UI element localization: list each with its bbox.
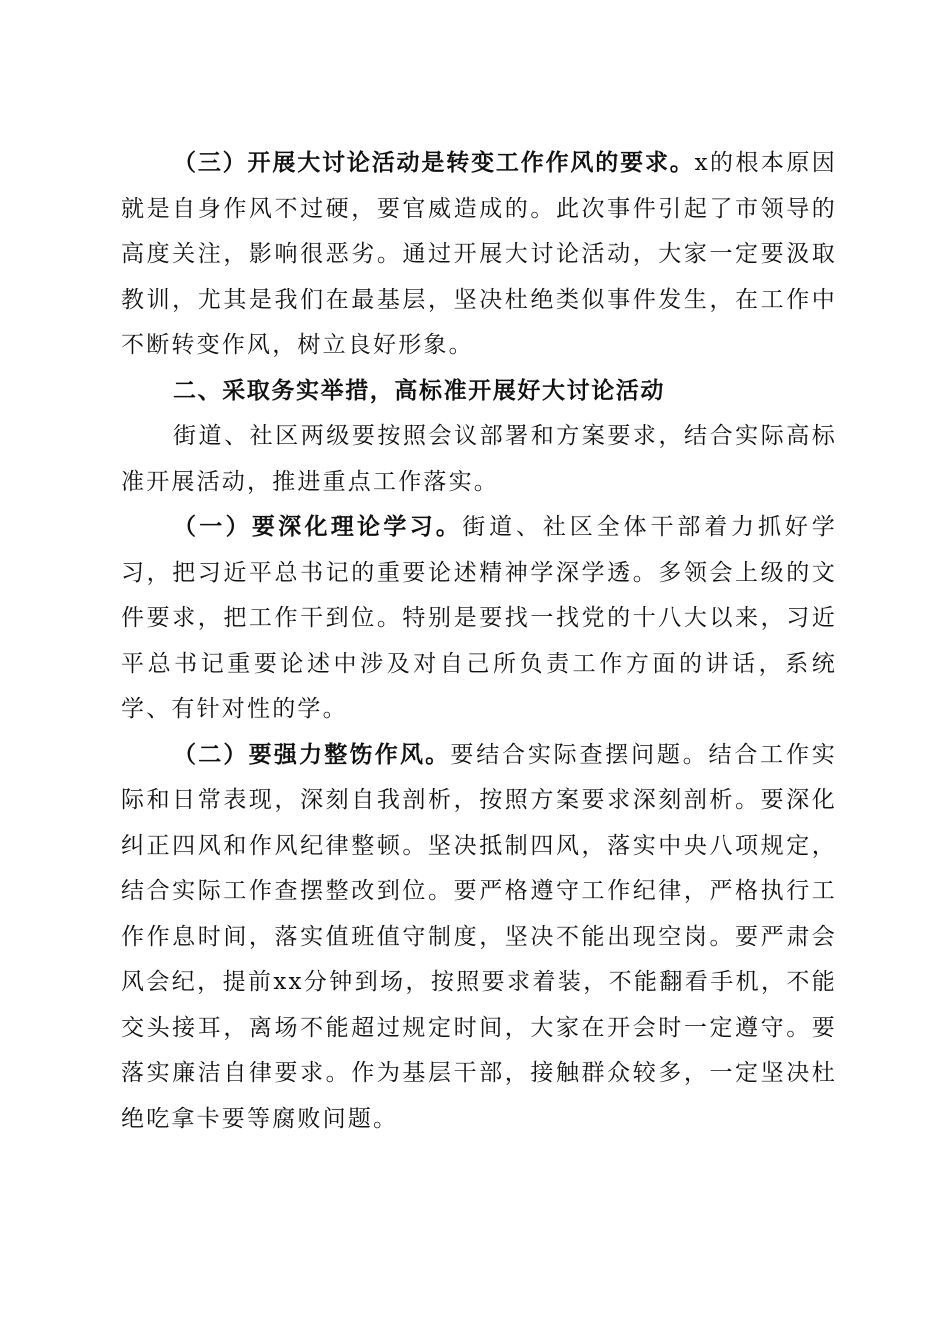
paragraph-item-1 (121, 505, 837, 733)
section-3-body: x的根本原因就是自身作风不过硬，要官威造成的。此次事件引起了市领导的高度关注，影响很恶劣。通过开展大讨论活动，大家一定要汲取教训，尤其是我们在最基层，坚决杜绝类似事件发生，在工作中不断转变作风，树立良好形象。 (121, 150, 837, 358)
paragraph-intro: 街道、社区两级要按照会议部署和方案要求，结合实际高标准开展活动，推进重点工作落实。 (121, 423, 837, 495)
item-1-lead: （一）要深化理论学习。 (173, 514, 463, 540)
paragraph-item-2 (121, 733, 837, 1143)
section-heading-2: 二、采取务实举措，高标准开展好大讨论活动 (173, 377, 665, 404)
paragraph-section-3 (121, 141, 837, 369)
document-body (121, 141, 837, 1142)
section-3-lead: （三）开展大讨论活动是转变工作作风的要求。 (173, 150, 695, 176)
item-2-body: 要结合实际查摆问题。结合工作实际和日常表现，深刻自我剖析，按照方案要求深刻剖析。要深化纠正四风和作风纪律整顿。坚决抵制四风，落实中央八项规定，结合实际工作查摆整改到位。要严格遵守工作纪律，严格执行工作作息时间，落实值班值守制度，坚决不能出现空岗。要严肃会风会纪，提前xx分钟到场，按照要求着装，不能翻看手机，不能交头接耳，离场不能超过规定时间，大家在开会时一定遵守。要落实廉洁自律要求。作为基层干部，接触群众较多，一定坚决杜绝吃拿卡要等腐败问题。 (121, 741, 837, 1132)
item-2-lead: （二）要强力整饬作风。 (173, 741, 451, 768)
item-1-body: 街道、社区全体干部着力抓好学习，把习近平总书记的重要论述精神学深学透。多领会上级的文件要求，把工作干到位。特别是要找一找党的十八大以来，习近平总书记重要论述中涉及对自己所负责工作方面的讲话，系统学、有针对性的学。 (121, 514, 837, 722)
